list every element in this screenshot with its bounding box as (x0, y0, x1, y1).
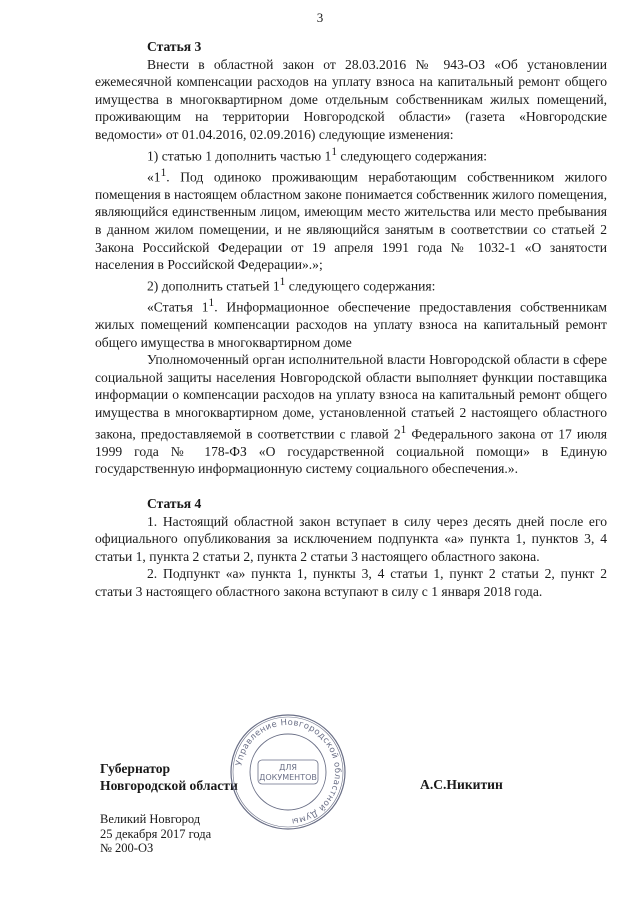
article-4-paragraph-1: 1. Настоящий областной закон вступает в силу через десять дней после его официального опубликования за исключением подпункта «а» пункта 1, пунктов 3, 4 статьи 1, пункта 2 статьи 2, пункта 2 статьи 3 настоящего областного закона. (95, 513, 607, 564)
article-3-item-2: 2) дополнить статьей $1^1$ следующего содержания: (147, 275, 436, 294)
stamp-outer-text: Управление Новгородской областной Думы (234, 717, 343, 826)
article-3-item-1: 1) статью 1 дополнить частью $1^1$ следующего содержания: (147, 145, 488, 164)
signature-title (100, 760, 238, 794)
article-3-quote-2: «Статья $1^1$. Информационное обеспечение предоставления собственникам жилых помещений компенсации расходов на уплату взноса на капитальный ремонт общего имущества в многоквартирном доме (95, 296, 608, 350)
article-4-heading: Статья 4 (147, 495, 202, 511)
signing-city: Великий Новгород (100, 812, 201, 826)
signer-name: А.С.Никитин (420, 777, 503, 792)
page-number: 3 (316, 10, 324, 25)
signature-title-line-2: Новгородской области (100, 778, 238, 793)
official-stamp (228, 712, 348, 832)
article-3-quote-1: «$1^1$. Под одиноко проживающим неработающим собственником жилого помещения в настоящем областном законе понимается собственник жилого помещения, являющийся единственным лицом, имеющим место жительства или место пребывания в данном жилом помещении, и не являющийся занятым в соответствии со статьей 2 Закона Российской Федерации от 19 апреля 1991 года № 1032-1 «О занятости населения в Российской Федерации».»; (95, 166, 607, 273)
document-body (95, 38, 607, 600)
stamp-center-line-1: ДЛЯ (279, 763, 297, 772)
article-4-paragraph-2: 2. Подпункт «а» пункта 1, пункты 3, 4 статьи 1, пункт 2 статьи 2, пункт 2 статьи 3 настоящего областного закона вступают в силу с 1 января 2018 года. (95, 566, 607, 599)
article-3-paragraph: Уполномоченный орган исполнительной власти Новгородской области в сфере социальной защиты населения Новгородской области выполняет функции поставщика информации о компенсации расходов на уплату взноса на капитальный ремонт общего имущества в многоквартирном доме, установленной статьей 2 настоящего областного закона, предоставляемой в соответствии с главой $2^1$ Федерального закона от 17 июля 1999 года № 178-ФЗ «О государственной социальной помощи» в Единую государственную информационную систему социального обеспечения.». (95, 352, 607, 477)
signing-date: 25 декабря 2017 года (100, 826, 212, 841)
article-3-heading: Статья 3 (147, 39, 202, 54)
law-number: № 200-ОЗ (100, 841, 154, 855)
article-3-intro: Внести в областной закон от 28.03.2016 № 943-ОЗ «Об установлении ежемесячной компенсации расходов на уплату взноса на капитальный ремонт общего имущества в многоквартирном доме отдельным собственникам жилых помещений, проживающим на территории Новгородской области» (газета «Новгородские ведомости» от 01.04.2016, 02.09.2016) следующие изменения: (95, 56, 607, 142)
signing-place-block (100, 812, 211, 856)
stamp-center-line-2: ДОКУМЕНТОВ (259, 773, 317, 782)
signature-title-line-1: Губернатор (100, 761, 171, 776)
